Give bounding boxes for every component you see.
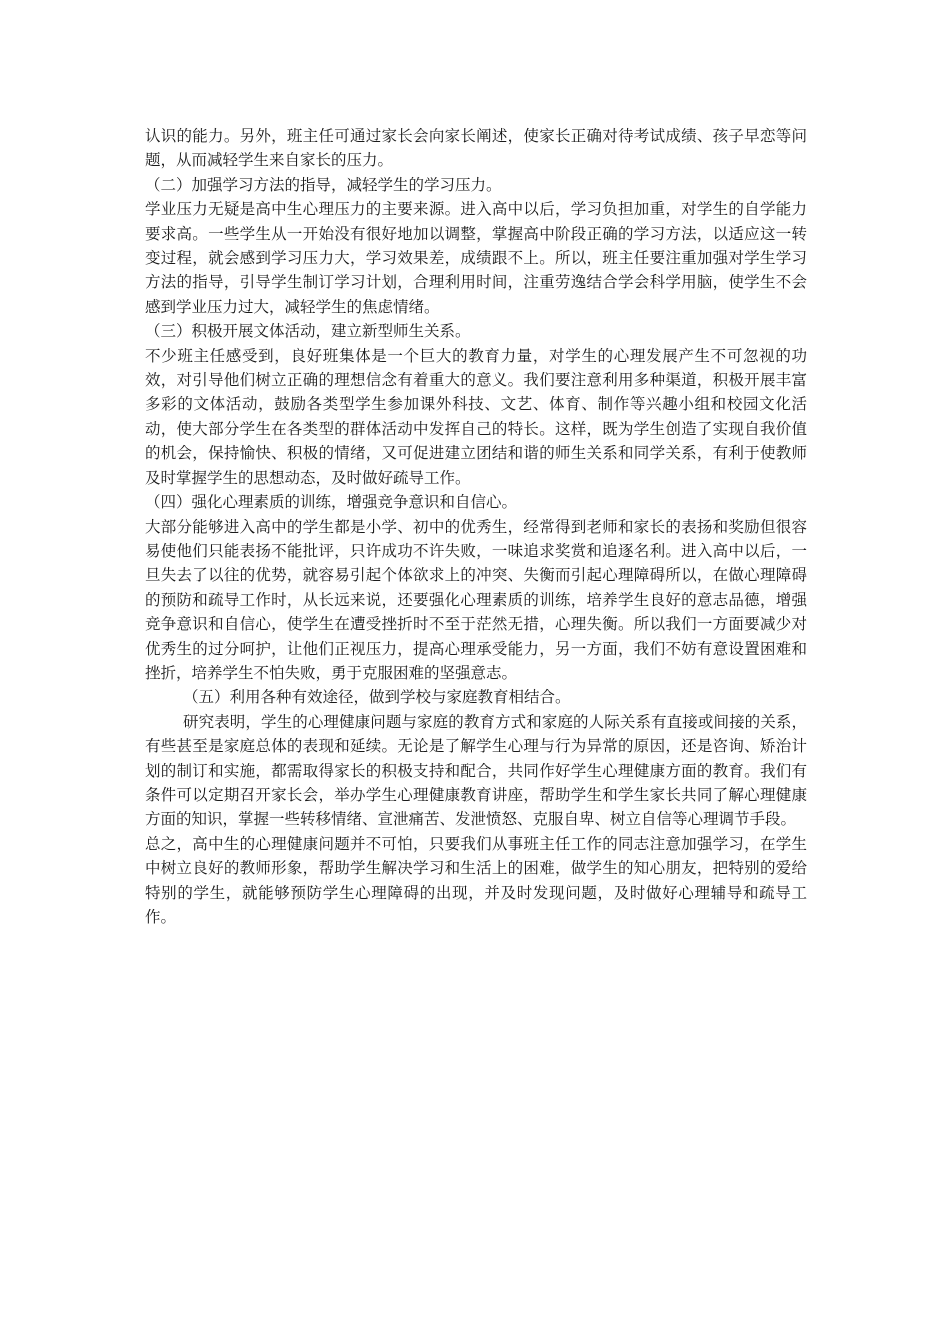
section-heading-4: （四）强化心理素质的训练，增强竞争意识和自信心。	[145, 493, 518, 512]
document-page	[145, 124, 807, 929]
conclusion-paragraph: 总之，高中生的心理健康问题并不可怕，只要我们从事班主任工作的同志注意加强学习，在学生中树立良好的教师形象，帮助学生解决学习和生活上的困难，做学生的知心朋友，把特别的爱给特别的学生，就能够预防学生心理障碍的出现，并及时发现问题，及时做好心理辅导和疏导工作。	[145, 834, 807, 926]
section-paragraph-3: 不少班主任感受到，良好班集体是一个巨大的教育力量，对学生的心理发展产生不可忽视的功效，对引导他们树立正确的理想信念有着重大的意义。我们要注意利用多种渠道，积极开展丰富多彩的文体活动，鼓励各类型学生参加课外科技、文艺、体育、制作等兴趣小组和校园文化活动，使大部分学生在各类型的群体活动中发挥自己的特长。这样，既为学生创造了实现自我价值的机会，保持愉快、积极的情绪，又可促进建立团结和谐的师生关系和同学关系，有利于使教师及时掌握学生的思想动态，及时做好疏导工作。	[145, 346, 807, 487]
section-paragraph-4: 大部分能够进入高中的学生都是小学、初中的优秀生，经常得到老师和家长的表扬和奖励但很容易使他们只能表扬不能批评，只许成功不许失败，一味追求奖赏和追逐名利。进入高中以后，一旦失去了以往的优势，就容易引起个体欲求上的冲突、失衡而引起心理障碍所以，在做心理障碍的预防和疏导工作时，从长远来说，还要强化心理素质的训练，培养学生良好的意志品德，增强竞争意识和自信心，使学生在遭受挫折时不至于茫然无措，心理失衡。所以我们一方面要减少对优秀生的过分呵护，让他们正视压力，提高心理承受能力，另一方面，我们不妨有意设置困难和挫折，培养学生不怕失败，勇于克服困难的坚强意志。	[145, 517, 807, 682]
section-paragraph-5: 研究表明，学生的心理健康问题与家庭的教育方式和家庭的人际关系有直接或间接的关系，有些甚至是家庭总体的表现和延续。无论是了解学生心理与行为异常的原因，还是咨询、矫治计划的制订和实施，都需取得家长的积极支持和配合，共同作好学生心理健康方面的教育。我们有条件可以定期召开家长会，举办学生心理健康教育讲座，帮助学生和学生家长共同了解心理健康方面的知识，掌握一些转移情绪、宣泄痛苦、发泄愤怒、克服自卑、树立自信等心理调节手段。	[145, 712, 807, 829]
intro-paragraph: 认识的能力。另外，班主任可通过家长会向家长阐述，使家长正确对待考试成绩、孩子早恋等问题，从而减轻学生来自家长的压力。	[145, 127, 807, 170]
section-heading-5: （五）利用各种有效途径，做到学校与家庭教育相结合。	[183, 688, 571, 707]
section-heading-2: （二）加强学习方法的指导，减轻学生的学习压力。	[145, 175, 502, 194]
section-heading-3: （三）积极开展文体活动，建立新型师生关系。	[145, 322, 471, 341]
section-paragraph-2: 学业压力无疑是高中生心理压力的主要来源。进入高中以后，学习负担加重，对学生的自学能力要求高。一些学生从一开始没有很好地加以调整，掌握高中阶段正确的学习方法，以适应这一转变过程，就会感到学习压力大，学习效果差，成绩跟不上。所以，班主任要注重加强对学生学习方法的指导，引导学生制订学习计划，合理利用时间，注重劳逸结合学会科学用脑，使学生不会感到学业压力过大，减轻学生的焦虑情绪。	[145, 200, 807, 316]
